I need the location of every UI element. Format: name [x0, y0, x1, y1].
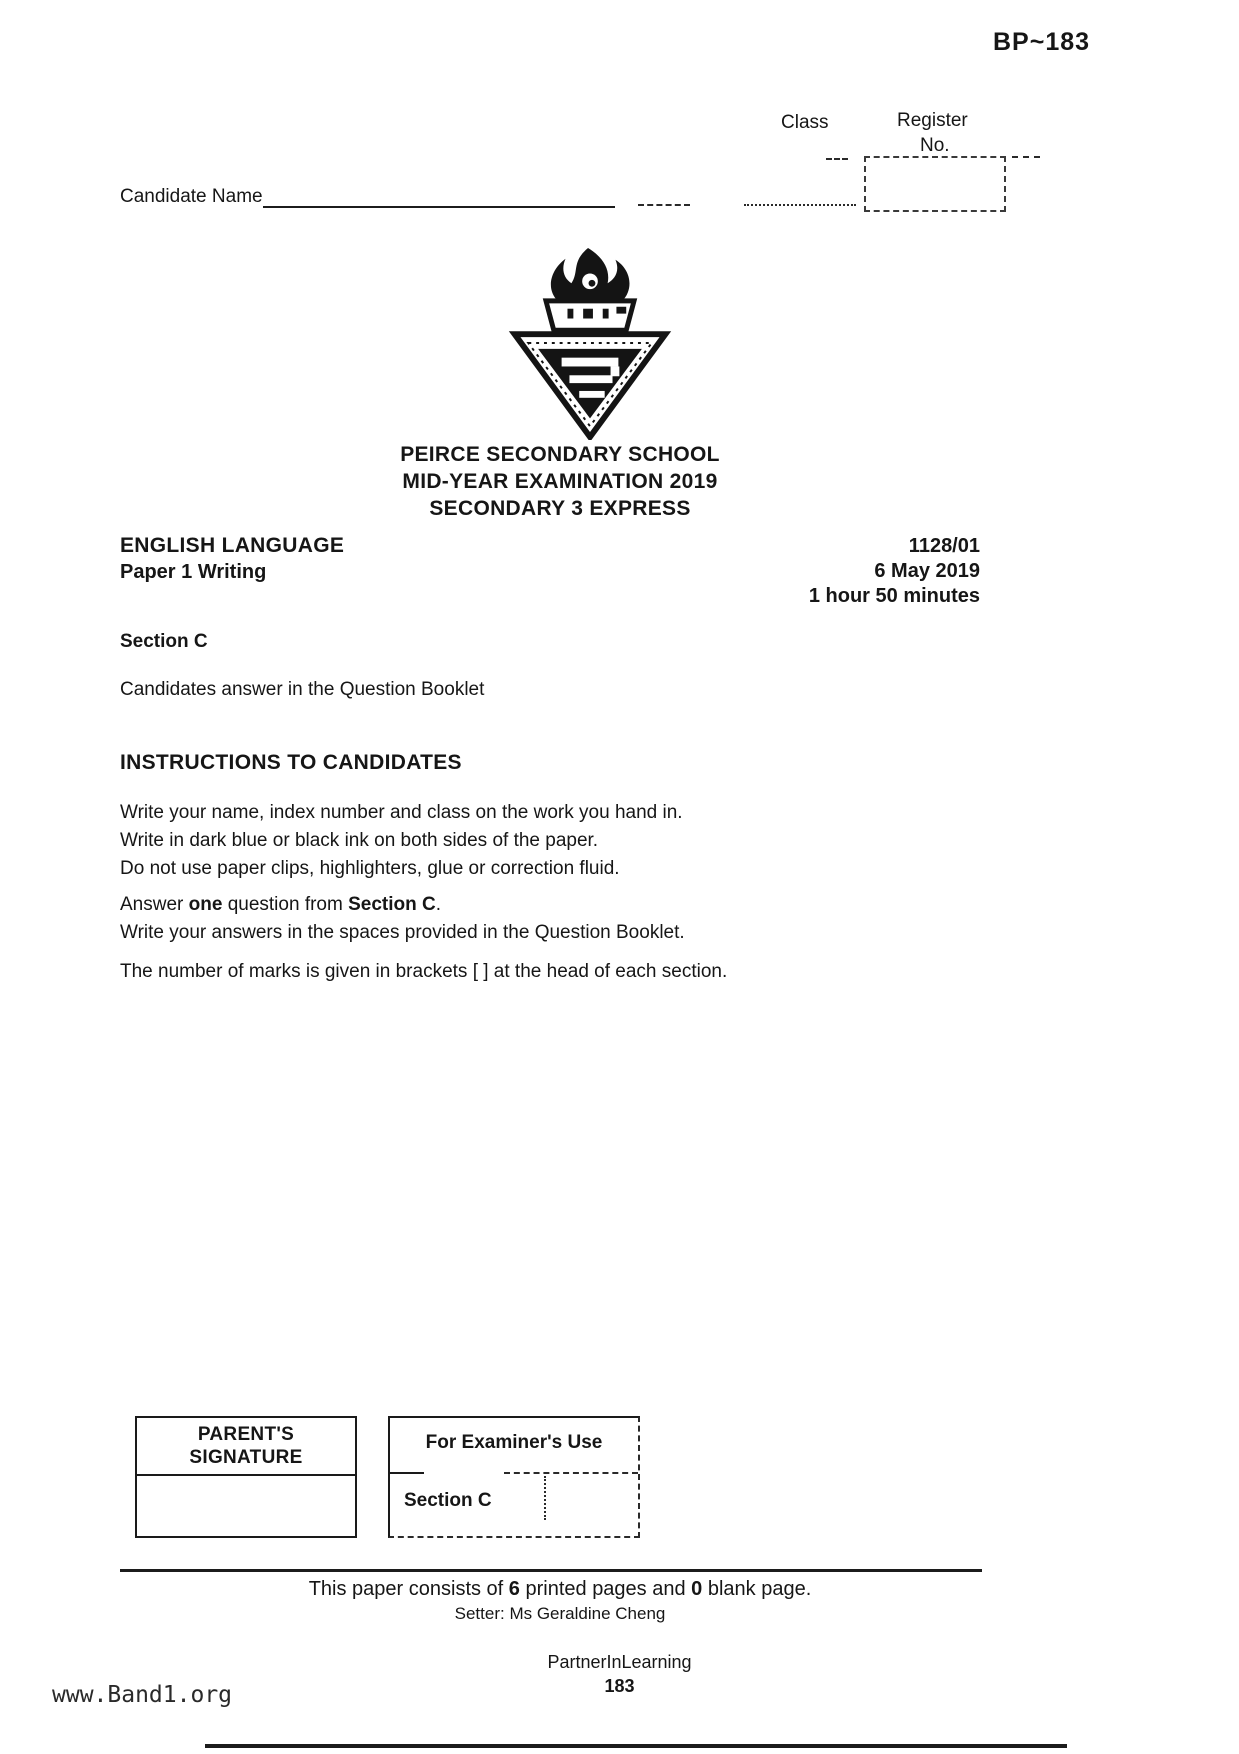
class-label: Class: [781, 112, 829, 133]
parent-signature-header: [137, 1418, 355, 1476]
register-no-label: No.: [920, 135, 950, 156]
bottom-rule: [205, 1744, 1067, 1748]
consists-line: [120, 1578, 1000, 1601]
instructions-heading: INSTRUCTIONS TO CANDIDATES: [120, 751, 462, 774]
consists-pre: This paper consists of: [308, 1578, 509, 1600]
instructions-para-2: [120, 891, 685, 947]
paper-code: 1128/01: [908, 535, 980, 557]
examiner-use-title: For Examiner's Use: [425, 1432, 603, 1453]
consists-mid: printed pages and: [519, 1578, 692, 1600]
paper-title: Paper 1 Writing: [120, 561, 267, 583]
examiner-section-label: Section C: [404, 1490, 492, 1511]
instructions-para-3: [120, 958, 727, 986]
setter-line: Setter: Ms Geraldine Cheng: [454, 1604, 666, 1623]
paper-duration: 1 hour 50 minutes: [808, 585, 980, 607]
register-label: Register: [897, 110, 968, 131]
answer-bold-one: one: [188, 894, 223, 915]
examiner-score-field[interactable]: [549, 1476, 633, 1520]
candidate-name-label: Candidate Name: [120, 186, 263, 207]
bp-code: BP~183: [993, 28, 1091, 56]
examiner-use-box: [388, 1416, 640, 1538]
instruction-line: The number of marks is given in brackets [ ] at the head of each section.: [120, 961, 728, 982]
parent-signature-line2: SIGNATURE: [189, 1447, 303, 1468]
candidate-name-input-line[interactable]: [263, 186, 615, 208]
exam-title: MID-YEAR EXAMINATION 2019: [402, 470, 718, 493]
section-heading: Section C: [120, 631, 208, 652]
answer-bold-section: Section C: [348, 894, 436, 915]
scan-dash: [744, 204, 856, 206]
parent-signature-field[interactable]: [137, 1476, 355, 1536]
pages-printed: 6: [508, 1578, 520, 1600]
scan-line: [504, 1472, 638, 1474]
scan-dash: [638, 204, 690, 206]
paper-meta: [680, 534, 980, 609]
candidate-name-row: [120, 186, 615, 208]
school-name: PEIRCE SECONDARY SCHOOL: [400, 443, 720, 466]
parent-signature-box: [135, 1416, 357, 1538]
answer-pre: Answer: [120, 894, 189, 915]
paper-date: 6 May 2019: [874, 560, 980, 582]
school-header: [250, 441, 870, 522]
exam-level: SECONDARY 3 EXPRESS: [429, 497, 691, 520]
parent-signature-line1: PARENT'S: [197, 1424, 295, 1445]
school-crest-icon: [497, 244, 683, 445]
answer-mid: question from: [222, 894, 349, 915]
footer-rule: [120, 1569, 982, 1572]
instructions-para-1: [120, 799, 683, 883]
section-note: Candidates answer in the Question Booklet: [120, 679, 485, 700]
pages-blank: 0: [691, 1578, 703, 1600]
instruction-line: Write your name, index number and class on the work you hand in.: [120, 802, 683, 823]
scan-line: [544, 1476, 546, 1520]
consists-post: blank page.: [702, 1578, 812, 1600]
scan-line: [390, 1472, 424, 1474]
page-number: 183: [604, 1676, 635, 1696]
partner-line: PartnerInLearning: [547, 1652, 692, 1672]
answer-post: .: [435, 894, 441, 915]
scan-dash: [1012, 156, 1040, 158]
instruction-line: Write in dark blue or black ink on both sides of the paper.: [120, 830, 599, 851]
class-entry-line[interactable]: [826, 158, 848, 160]
instruction-line: Write your answers in the spaces provided in the Question Booklet.: [120, 922, 685, 943]
instruction-line: Do not use paper clips, highlighters, glue or correction fluid.: [120, 858, 620, 879]
instruction-line-answer: [120, 891, 685, 919]
subject-name: ENGLISH LANGUAGE: [120, 534, 345, 557]
watermark-site: www.Band1.org: [52, 1682, 233, 1708]
register-no-box[interactable]: [864, 156, 1006, 212]
